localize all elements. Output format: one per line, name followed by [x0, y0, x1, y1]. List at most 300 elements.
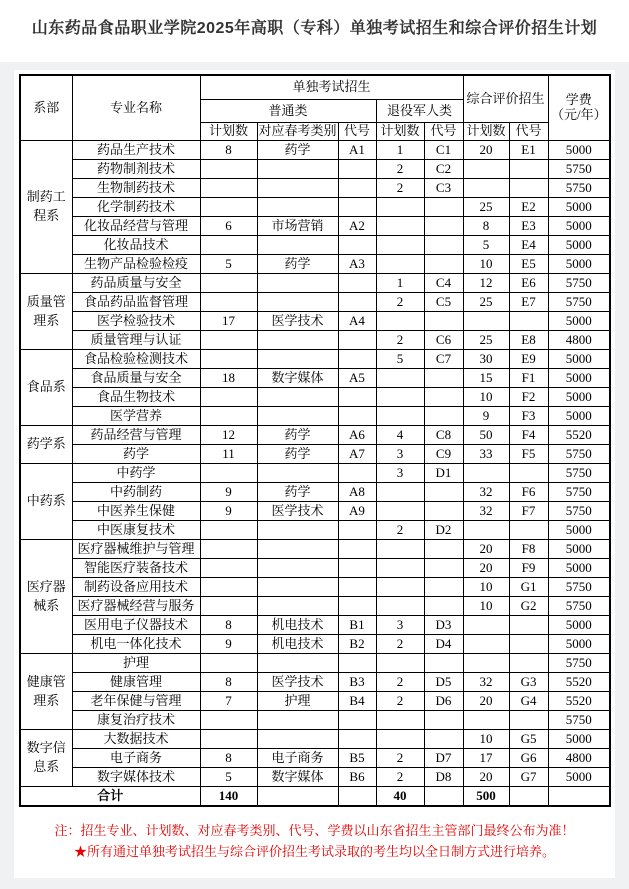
veteran-code-cell: C7 [424, 350, 463, 369]
comprehensive-plan-cell: 20 [463, 692, 509, 711]
veteran-code-cell: D4 [424, 635, 463, 654]
department-cell: 医疗器械系 [20, 540, 72, 654]
regular-code-cell: B1 [338, 616, 376, 635]
comprehensive-plan-cell: 20 [463, 540, 509, 559]
veteran-code-cell [424, 255, 463, 274]
regular-plan-cell [200, 521, 257, 540]
total-regular-plan: 140 [200, 787, 257, 807]
major-name-cell: 化妆品经营与管理 [72, 217, 200, 236]
tuition-cell: 5000 [548, 312, 610, 331]
tuition-cell: 4800 [548, 331, 610, 350]
regular-plan-cell [200, 274, 257, 293]
total-empty-cell [509, 787, 548, 807]
comprehensive-plan-cell: 9 [463, 407, 509, 426]
comprehensive-plan-cell: 20 [463, 141, 509, 160]
tuition-cell: 5000 [548, 255, 610, 274]
major-name-cell: 药品质量与安全 [72, 274, 200, 293]
content-card [14, 70, 615, 878]
table-row [20, 217, 610, 236]
spring-exam-category-cell [257, 274, 338, 293]
header-tuition-line2: （元/年） [550, 107, 607, 122]
veteran-code-cell [424, 312, 463, 331]
spring-exam-category-cell: 药学 [257, 141, 338, 160]
comprehensive-code-cell: E3 [509, 217, 548, 236]
spring-exam-category-cell: 药学 [257, 426, 338, 445]
department-cell: 质量管理系 [20, 274, 72, 350]
comprehensive-plan-cell [463, 179, 509, 198]
spring-exam-category-cell [257, 559, 338, 578]
regular-plan-cell [200, 464, 257, 483]
veteran-code-cell [424, 407, 463, 426]
regular-code-cell: B5 [338, 749, 376, 768]
comprehensive-code-cell: F8 [509, 540, 548, 559]
total-label: 合计 [20, 787, 200, 807]
regular-code-cell [338, 711, 376, 730]
comprehensive-code-cell: F7 [509, 502, 548, 521]
tuition-cell: 5000 [548, 217, 610, 236]
comprehensive-code-cell: F9 [509, 559, 548, 578]
regular-plan-cell: 11 [200, 445, 257, 464]
regular-code-cell [338, 293, 376, 312]
regular-code-cell [338, 331, 376, 350]
tuition-cell: 5000 [548, 730, 610, 749]
major-name-cell: 电子商务 [72, 749, 200, 768]
major-name-cell: 药物制剂技术 [72, 160, 200, 179]
regular-code-cell: A6 [338, 426, 376, 445]
table-row [20, 540, 610, 559]
comprehensive-plan-cell: 12 [463, 274, 509, 293]
table-row [20, 274, 610, 293]
major-name-cell: 食品生物技术 [72, 388, 200, 407]
spring-exam-category-cell [257, 198, 338, 217]
table-row [20, 293, 610, 312]
comprehensive-code-cell: G3 [509, 673, 548, 692]
veteran-plan-cell [376, 312, 424, 331]
regular-plan-cell: 8 [200, 749, 257, 768]
note-line: 注：招生专业、计划数、对应春考类别、代号、学费以山东省招生主管部门最终公布为准！ [54, 823, 575, 838]
veteran-plan-cell [376, 217, 424, 236]
department-cell: 药学系 [20, 426, 72, 464]
total-veteran-plan: 40 [376, 787, 424, 807]
spring-exam-category-cell [257, 179, 338, 198]
veteran-code-cell [424, 483, 463, 502]
comprehensive-plan-cell: 20 [463, 768, 509, 787]
header-veteran-class: 退役军人类 [376, 100, 463, 123]
veteran-code-cell: C6 [424, 331, 463, 350]
regular-plan-cell: 9 [200, 502, 257, 521]
veteran-plan-cell [376, 559, 424, 578]
tuition-cell: 5750 [548, 179, 610, 198]
veteran-code-cell: C9 [424, 445, 463, 464]
regular-code-cell [338, 236, 376, 255]
major-name-cell: 制药设备应用技术 [72, 578, 200, 597]
regular-plan-cell [200, 236, 257, 255]
table-row [20, 407, 610, 426]
veteran-code-cell [424, 654, 463, 673]
tuition-cell: 5000 [548, 616, 610, 635]
table-row [20, 483, 610, 502]
veteran-plan-cell [376, 711, 424, 730]
comprehensive-code-cell: F6 [509, 483, 548, 502]
comprehensive-plan-cell: 8 [463, 217, 509, 236]
spring-exam-category-cell [257, 521, 338, 540]
veteran-plan-cell: 2 [376, 635, 424, 654]
table-row [20, 331, 610, 350]
veteran-code-cell [424, 597, 463, 616]
regular-plan-cell: 6 [200, 217, 257, 236]
comprehensive-code-cell [509, 160, 548, 179]
major-name-cell: 中药制药 [72, 483, 200, 502]
table-row [20, 255, 610, 274]
table-row [20, 502, 610, 521]
regular-code-cell: A8 [338, 483, 376, 502]
veteran-code-cell [424, 730, 463, 749]
veteran-code-cell [424, 236, 463, 255]
spring-exam-category-cell [257, 388, 338, 407]
veteran-plan-cell: 3 [376, 616, 424, 635]
department-cell: 中药系 [20, 464, 72, 540]
tuition-cell: 5000 [548, 198, 610, 217]
comprehensive-plan-cell: 32 [463, 502, 509, 521]
spring-exam-category-cell [257, 350, 338, 369]
tuition-cell: 5750 [548, 597, 610, 616]
table-row [20, 312, 610, 331]
spring-exam-category-cell: 数字媒体 [257, 768, 338, 787]
major-name-cell: 老年保健与管理 [72, 692, 200, 711]
table-row [20, 635, 610, 654]
major-name-cell: 医疗器械经营与服务 [72, 597, 200, 616]
comprehensive-plan-cell [463, 616, 509, 635]
major-name-cell: 中医养生保健 [72, 502, 200, 521]
comprehensive-code-cell: E9 [509, 350, 548, 369]
table-row [20, 445, 610, 464]
veteran-plan-cell: 2 [376, 673, 424, 692]
veteran-plan-cell [376, 198, 424, 217]
comprehensive-code-cell [509, 179, 548, 198]
comprehensive-code-cell: E4 [509, 236, 548, 255]
tuition-cell: 5750 [548, 483, 610, 502]
major-name-cell: 生物产品检验检疫 [72, 255, 200, 274]
comprehensive-plan-cell [463, 312, 509, 331]
major-name-cell: 医学营养 [72, 407, 200, 426]
header-regular-class: 普通类 [200, 100, 376, 123]
tuition-cell: 5000 [548, 236, 610, 255]
comprehensive-code-cell: G4 [509, 692, 548, 711]
tuition-cell: 5750 [548, 711, 610, 730]
major-name-cell: 医学检验技术 [72, 312, 200, 331]
spring-exam-category-cell [257, 160, 338, 179]
major-name-cell: 食品药品监督管理 [72, 293, 200, 312]
comprehensive-plan-cell: 15 [463, 369, 509, 388]
regular-plan-cell: 9 [200, 483, 257, 502]
tuition-cell: 5000 [548, 768, 610, 787]
major-name-cell: 大数据技术 [72, 730, 200, 749]
table-row [20, 597, 610, 616]
tuition-cell: 5750 [548, 502, 610, 521]
regular-code-cell [338, 179, 376, 198]
tuition-cell: 5000 [548, 559, 610, 578]
major-name-cell: 中医康复技术 [72, 521, 200, 540]
tuition-cell: 5000 [548, 388, 610, 407]
veteran-code-cell: C2 [424, 160, 463, 179]
tuition-cell: 5750 [548, 445, 610, 464]
table-header [20, 75, 610, 141]
regular-code-cell [338, 160, 376, 179]
spring-exam-category-cell [257, 236, 338, 255]
tuition-cell: 5520 [548, 673, 610, 692]
veteran-code-cell: D6 [424, 692, 463, 711]
table-row [20, 426, 610, 445]
comprehensive-code-cell: E6 [509, 274, 548, 293]
tuition-cell: 5000 [548, 350, 610, 369]
table-row [20, 521, 610, 540]
table-row [20, 160, 610, 179]
veteran-code-cell: D3 [424, 616, 463, 635]
regular-plan-cell: 5 [200, 768, 257, 787]
regular-plan-cell [200, 711, 257, 730]
regular-plan-cell [200, 540, 257, 559]
comprehensive-code-cell: G2 [509, 597, 548, 616]
comprehensive-code-cell: G7 [509, 768, 548, 787]
regular-code-cell [338, 388, 376, 407]
header-separate-exam: 单独考试招生 [200, 75, 463, 100]
major-name-cell: 食品检验检测技术 [72, 350, 200, 369]
comprehensive-plan-cell [463, 635, 509, 654]
comprehensive-plan-cell: 5 [463, 236, 509, 255]
regular-code-cell: B3 [338, 673, 376, 692]
spring-exam-category-cell [257, 464, 338, 483]
regular-plan-cell: 7 [200, 692, 257, 711]
table-row [20, 768, 610, 787]
veteran-plan-cell [376, 255, 424, 274]
veteran-plan-cell [376, 369, 424, 388]
header-veteran-code: 代号 [424, 123, 463, 141]
regular-code-cell: A3 [338, 255, 376, 274]
tuition-cell: 5750 [548, 578, 610, 597]
footer-notes [19, 820, 610, 862]
regular-code-cell: A7 [338, 445, 376, 464]
major-name-cell: 药品生产技术 [72, 141, 200, 160]
veteran-code-cell [424, 369, 463, 388]
table-row [20, 711, 610, 730]
total-empty-cell [424, 787, 463, 807]
veteran-code-cell [424, 388, 463, 407]
spring-exam-category-cell: 机电技术 [257, 635, 338, 654]
regular-plan-cell: 12 [200, 426, 257, 445]
comprehensive-code-cell [509, 521, 548, 540]
spring-exam-category-cell [257, 331, 338, 350]
regular-plan-cell [200, 407, 257, 426]
veteran-code-cell: D7 [424, 749, 463, 768]
regular-plan-cell: 5 [200, 255, 257, 274]
comprehensive-plan-cell: 10 [463, 388, 509, 407]
regular-plan-cell: 18 [200, 369, 257, 388]
table-row [20, 616, 610, 635]
veteran-plan-cell [376, 540, 424, 559]
table-row [20, 730, 610, 749]
veteran-plan-cell: 2 [376, 179, 424, 198]
major-name-cell: 护理 [72, 654, 200, 673]
comprehensive-code-cell: G6 [509, 749, 548, 768]
comprehensive-plan-cell [463, 711, 509, 730]
regular-plan-cell [200, 388, 257, 407]
regular-code-cell [338, 597, 376, 616]
table-row [20, 749, 610, 768]
department-cell: 食品系 [20, 350, 72, 426]
department-cell: 健康管理系 [20, 654, 72, 730]
veteran-plan-cell: 2 [376, 293, 424, 312]
comprehensive-plan-cell: 17 [463, 749, 509, 768]
spring-exam-category-cell: 护理 [257, 692, 338, 711]
major-name-cell: 化妆品技术 [72, 236, 200, 255]
table-row [20, 559, 610, 578]
spring-exam-category-cell [257, 578, 338, 597]
total-empty-cell [548, 787, 610, 807]
comprehensive-code-cell: E5 [509, 255, 548, 274]
department-cell: 数字信息系 [20, 730, 72, 787]
total-empty-cell [338, 787, 376, 807]
veteran-plan-cell: 2 [376, 331, 424, 350]
spring-exam-category-cell: 药学 [257, 445, 338, 464]
tuition-cell: 5750 [548, 293, 610, 312]
spring-exam-category-cell [257, 730, 338, 749]
veteran-plan-cell [376, 502, 424, 521]
veteran-code-cell: D8 [424, 768, 463, 787]
major-name-cell: 医疗器械维护与管理 [72, 540, 200, 559]
spring-exam-category-cell: 数字媒体 [257, 369, 338, 388]
regular-code-cell: A2 [338, 217, 376, 236]
regular-code-cell: A5 [338, 369, 376, 388]
spring-exam-category-cell [257, 540, 338, 559]
spring-exam-category-cell [257, 597, 338, 616]
comprehensive-plan-cell: 25 [463, 331, 509, 350]
header-tuition [548, 75, 610, 141]
comprehensive-code-cell: F2 [509, 388, 548, 407]
tuition-cell: 5520 [548, 426, 610, 445]
major-name-cell: 康复治疗技术 [72, 711, 200, 730]
comprehensive-code-cell: E1 [509, 141, 548, 160]
comprehensive-plan-cell: 20 [463, 559, 509, 578]
header-tuition-line1: 学费 [565, 92, 592, 108]
spring-exam-category-cell: 市场营销 [257, 217, 338, 236]
regular-plan-cell: 8 [200, 616, 257, 635]
veteran-plan-cell: 1 [376, 274, 424, 293]
spring-exam-category-cell: 医学技术 [257, 673, 338, 692]
header-comp-code: 代号 [509, 123, 548, 141]
enrollment-plan-table [19, 74, 611, 807]
veteran-code-cell: D2 [424, 521, 463, 540]
regular-code-cell [338, 559, 376, 578]
regular-code-cell: A1 [338, 141, 376, 160]
regular-code-cell [338, 198, 376, 217]
spring-exam-category-cell: 电子商务 [257, 749, 338, 768]
table-row [20, 388, 610, 407]
veteran-plan-cell: 5 [376, 350, 424, 369]
tuition-cell: 5750 [548, 274, 610, 293]
veteran-plan-cell: 2 [376, 692, 424, 711]
veteran-code-cell: C1 [424, 141, 463, 160]
veteran-plan-cell [376, 730, 424, 749]
table-row [20, 350, 610, 369]
regular-plan-cell: 8 [200, 673, 257, 692]
veteran-code-cell [424, 711, 463, 730]
regular-plan-cell [200, 293, 257, 312]
veteran-plan-cell: 2 [376, 521, 424, 540]
table-row [20, 179, 610, 198]
regular-plan-cell [200, 179, 257, 198]
regular-code-cell: A9 [338, 502, 376, 521]
regular-code-cell [338, 540, 376, 559]
regular-plan-cell [200, 559, 257, 578]
veteran-plan-cell: 2 [376, 749, 424, 768]
comprehensive-plan-cell: 10 [463, 730, 509, 749]
spring-exam-category-cell [257, 711, 338, 730]
major-name-cell: 质量管理与认证 [72, 331, 200, 350]
regular-code-cell [338, 730, 376, 749]
comprehensive-code-cell [509, 654, 548, 673]
regular-plan-cell [200, 730, 257, 749]
tuition-cell: 5000 [548, 141, 610, 160]
veteran-plan-cell: 4 [376, 426, 424, 445]
total-row [20, 787, 610, 807]
veteran-plan-cell: 3 [376, 445, 424, 464]
comprehensive-plan-cell [463, 654, 509, 673]
major-name-cell: 中药学 [72, 464, 200, 483]
comprehensive-code-cell: F4 [509, 426, 548, 445]
comprehensive-plan-cell: 25 [463, 293, 509, 312]
table-row [20, 464, 610, 483]
major-name-cell: 数字媒体技术 [72, 768, 200, 787]
tuition-cell: 4800 [548, 749, 610, 768]
regular-plan-cell [200, 350, 257, 369]
comprehensive-plan-cell: 10 [463, 597, 509, 616]
department-cell: 制药工程系 [20, 141, 72, 274]
regular-plan-cell: 8 [200, 141, 257, 160]
spring-exam-category-cell [257, 293, 338, 312]
veteran-plan-cell: 2 [376, 768, 424, 787]
comprehensive-plan-cell [463, 160, 509, 179]
regular-plan-cell [200, 597, 257, 616]
regular-code-cell [338, 521, 376, 540]
table-row [20, 692, 610, 711]
regular-code-cell [338, 654, 376, 673]
comprehensive-code-cell: E2 [509, 198, 548, 217]
regular-plan-cell: 17 [200, 312, 257, 331]
major-name-cell: 药品经营与管理 [72, 426, 200, 445]
table-row [20, 236, 610, 255]
comprehensive-plan-cell: 10 [463, 255, 509, 274]
comprehensive-code-cell [509, 616, 548, 635]
veteran-code-cell: C3 [424, 179, 463, 198]
veteran-plan-cell: 2 [376, 160, 424, 179]
table-row [20, 578, 610, 597]
spring-exam-category-cell: 机电技术 [257, 616, 338, 635]
tuition-cell: 5520 [548, 692, 610, 711]
regular-code-cell: B4 [338, 692, 376, 711]
regular-code-cell [338, 350, 376, 369]
comprehensive-code-cell: G1 [509, 578, 548, 597]
veteran-code-cell [424, 578, 463, 597]
veteran-code-cell [424, 198, 463, 217]
comprehensive-code-cell [509, 711, 548, 730]
header-regular-plan: 计划数 [200, 123, 257, 141]
comprehensive-plan-cell: 50 [463, 426, 509, 445]
major-name-cell: 健康管理 [72, 673, 200, 692]
veteran-code-cell: C4 [424, 274, 463, 293]
tuition-cell: 5750 [548, 464, 610, 483]
total-comprehensive-plan: 500 [463, 787, 509, 807]
veteran-plan-cell [376, 597, 424, 616]
